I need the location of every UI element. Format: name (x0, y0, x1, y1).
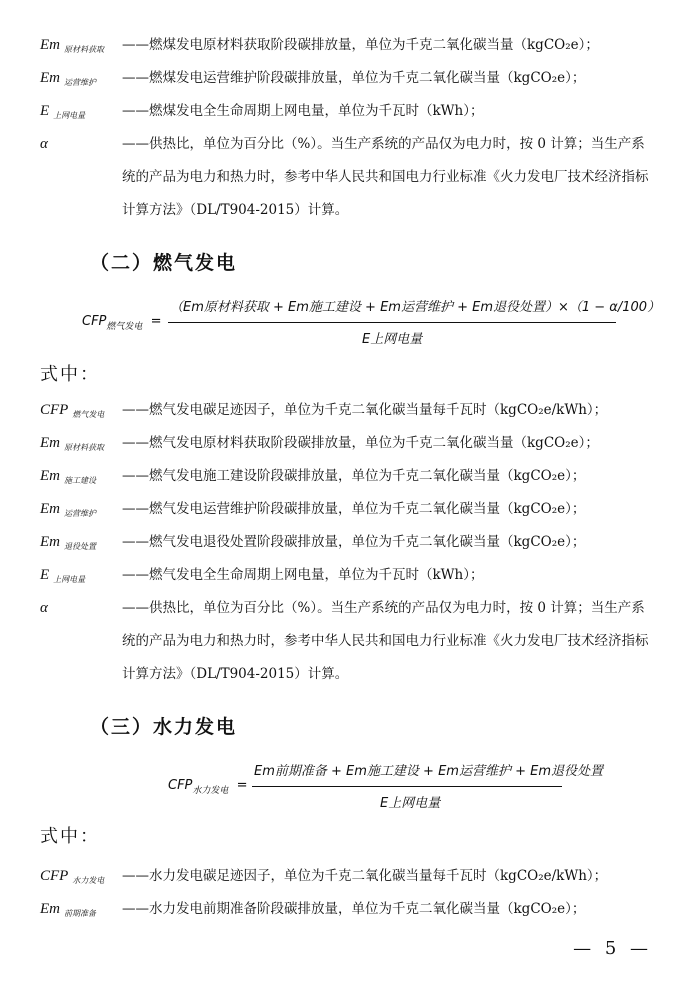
symbol: Em (40, 501, 60, 517)
symbol: α (40, 600, 48, 616)
formula-lhs: CFP (168, 778, 193, 793)
row-description: ——燃气发电退役处置阶段碳排放量，单位为千克二氧化碳当量（kgCO₂e）； (122, 534, 586, 550)
symbol: E (40, 103, 50, 119)
symbol: CFP (40, 402, 69, 418)
symbol: Em (40, 37, 60, 53)
row-description: ——水力发电前期准备阶段碳排放量，单位为千克二氧化碳当量（kgCO₂e）； (122, 901, 586, 917)
row-description: ——供热比，单位为百分比（%）。当生产系统的产品仅为电力时，按 0 计算；当生产系统的产品为电力和热力时，参考中华人民共和国电力行业标准《火力发电厂技术经济指标计算方法》（DL/T904-2015）计算。 (122, 136, 649, 218)
row-description: ——燃气发电原材料获取阶段碳排放量，单位为千克二氧化碳当量（kgCO₂e）； (122, 435, 599, 451)
symbol-subscript: 前期准备 (64, 909, 96, 918)
formula-lhs: CFP (82, 314, 107, 329)
formula-lhs-subscript: 燃气发电 (106, 322, 143, 332)
row-description: ——燃气发电运营维护阶段碳排放量，单位为千克二氧化碳当量（kgCO₂e）； (122, 501, 586, 517)
symbol-subscript: 燃气发电 (72, 410, 105, 419)
symbol: α (40, 136, 48, 152)
symbol: Em (40, 70, 60, 86)
formula-numerator: Em前期准备 + Em施工建设 + Em运营维护 + Em退役处置 (254, 764, 603, 779)
section-heading-hydro: （三）水力发电 (90, 716, 238, 738)
fraction-bar (252, 786, 562, 787)
section-heading-gas: （二）燃气发电 (90, 252, 238, 274)
symbol-subscript: 上网电量 (53, 575, 86, 584)
row-description: ——燃煤发电运营维护阶段碳排放量，单位为千克二氧化碳当量（kgCO₂e）； (122, 70, 586, 86)
symbol-subscript: 原材料获取 (64, 443, 104, 452)
row-description: ——燃气发电全生命周期上网电量，单位为千瓦时（kWh）； (122, 567, 484, 583)
symbol: Em (40, 468, 60, 484)
row-description: ——燃煤发电原材料获取阶段碳排放量，单位为千克二氧化碳当量（kgCO₂e）； (122, 37, 599, 53)
shizhong-label: 式中： (40, 364, 100, 385)
formula-denominator: E上网电量 (362, 332, 423, 347)
formula-equals: = (150, 314, 162, 329)
symbol-subscript: 原材料获取 (64, 45, 104, 54)
formula-numerator: （Em原材料获取 + Em施工建设 + Em运营维护 + Em退役处置）×（1 − α/100） (170, 300, 661, 315)
symbol-subscript: 水力发电 (72, 876, 105, 885)
symbol: Em (40, 534, 60, 550)
row-description: ——燃煤发电全生命周期上网电量，单位为千瓦时（kWh）； (122, 103, 484, 119)
row-description: ——水力发电碳足迹因子，单位为千克二氧化碳当量每千瓦时（kgCO₂e/kWh）； (122, 868, 608, 884)
page-number: — 5 — (573, 938, 652, 959)
symbol: E (40, 567, 50, 583)
fraction-bar (168, 322, 616, 323)
row-description: ——燃气发电施工建设阶段碳排放量，单位为千克二氧化碳当量（kgCO₂e）； (122, 468, 586, 484)
row-description: ——燃气发电碳足迹因子，单位为千克二氧化碳当量每千瓦时（kgCO₂e/kWh）； (122, 402, 608, 418)
symbol: Em (40, 901, 60, 917)
formula-lhs-subscript: 水力发电 (192, 786, 229, 796)
symbol: CFP (40, 868, 69, 884)
symbol-subscript: 施工建设 (64, 476, 96, 485)
shizhong-label: 式中： (40, 826, 100, 847)
formula-denominator: E上网电量 (380, 796, 441, 811)
symbol-subscript: 运营维护 (64, 509, 96, 518)
symbol-subscript: 运营维护 (64, 78, 96, 87)
row-description: ——供热比，单位为百分比（%）。当生产系统的产品仅为电力时，按 0 计算；当生产系统的产品为电力和热力时，参考中华人民共和国电力行业标准《火力发电厂技术经济指标计算方法》（DL/T904-2015）计算。 (122, 600, 649, 682)
symbol: Em (40, 435, 60, 451)
formula-equals: = (236, 778, 248, 793)
symbol-subscript: 退役处置 (64, 542, 96, 551)
symbol-subscript: 上网电量 (53, 111, 86, 120)
